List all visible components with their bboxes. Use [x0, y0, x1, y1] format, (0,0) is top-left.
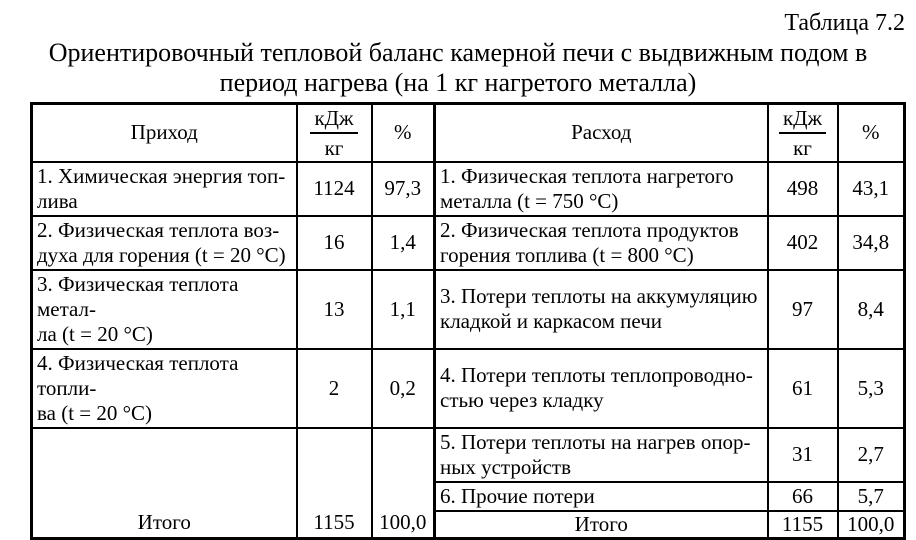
unit-denominator: кг	[793, 135, 812, 160]
income-total-label: Итого	[32, 428, 297, 539]
expense-item-2-kj: 402	[768, 216, 838, 270]
income-item-3-line1: 3. Физическая теплота метал-	[37, 271, 239, 321]
expense-item-5-line2: ных устройств	[440, 454, 572, 479]
expense-item-1-label	[435, 162, 768, 216]
table-header-row	[32, 104, 905, 162]
expense-item-4-label	[435, 349, 768, 428]
income-item-4-line1: 4. Физическая теплота топли-	[37, 350, 239, 400]
expense-item-2-line1: 2. Физическая теплота продуктов	[440, 217, 739, 242]
income-item-3-pct: 1,1	[372, 270, 435, 349]
income-item-3-kj: 13	[297, 270, 372, 349]
expense-item-5-line1: 5. Потери теплоты на нагрев опор-	[440, 429, 751, 454]
income-item-1-kj: 1124	[297, 162, 372, 216]
expense-item-4-line1: 4. Потери теплоты теплопроводно-	[440, 363, 753, 387]
expense-item-6-kj: 66	[768, 482, 838, 511]
expense-item-5-pct: 2,7	[838, 428, 905, 482]
income-item-4-kj: 2	[297, 349, 372, 428]
col-header-kj-per-kg-right	[768, 104, 838, 162]
income-item-1-label	[32, 162, 297, 216]
expense-item-4-pct: 5,3	[838, 349, 905, 428]
expense-item-4-line2: стью через кладку	[440, 388, 604, 412]
expense-item-3-pct: 8,4	[838, 270, 905, 349]
expense-item-1-pct: 43,1	[838, 162, 905, 216]
expense-item-1-line1: 1. Физическая теплота нагретого	[440, 163, 734, 188]
expense-item-5-kj: 31	[768, 428, 838, 482]
expense-item-6-pct: 5,7	[838, 482, 905, 511]
unit-numerator: кДж	[779, 106, 826, 134]
income-item-1-line1: 1. Химическая энергия топ-	[37, 163, 286, 188]
col-header-percent-right: %	[838, 104, 905, 162]
col-header-expense: Расход	[435, 104, 768, 162]
income-item-4-label	[32, 349, 297, 428]
table-caption	[0, 38, 916, 98]
expense-item-3-line1: 3. Потери теплоты на аккумуляцию	[440, 284, 758, 308]
expense-total-kj: 1155	[768, 511, 838, 539]
income-item-3-line2: ла (t = 20 °C)	[37, 321, 153, 346]
income-item-2-line1: 2. Физическая теплота воз-	[37, 217, 280, 242]
income-item-1-pct: 97,3	[372, 162, 435, 216]
unit-denominator: кг	[324, 135, 344, 160]
expense-item-1-line2: металла (t = 750 °C)	[440, 188, 619, 213]
income-total-kj: 1155	[297, 428, 372, 539]
kj-per-kg-fraction	[310, 106, 357, 160]
col-header-kj-per-kg-left	[297, 104, 372, 162]
income-item-2-kj: 16	[297, 216, 372, 270]
expense-item-3-label	[435, 270, 768, 349]
expense-item-2-label	[435, 216, 768, 270]
income-total-pct: 100,0	[372, 428, 435, 539]
income-item-4-line2: ва (t = 20 °C)	[37, 400, 153, 425]
table-row-1	[32, 162, 905, 216]
income-item-2-pct: 1,4	[372, 216, 435, 270]
expense-item-3-line2: кладкой и каркасом печи	[440, 309, 663, 333]
expense-item-6-label	[435, 482, 768, 511]
table-caption-line2: период нагрева (на 1 кг нагретого металла)	[219, 68, 697, 97]
table-number-label: Таблица 7.2	[784, 10, 905, 36]
expense-item-4-kj: 61	[768, 349, 838, 428]
income-item-1-line2: лива	[37, 188, 78, 213]
expense-item-3-kj: 97	[768, 270, 838, 349]
expense-item-5-label	[435, 428, 768, 482]
table-row-4	[32, 349, 905, 428]
table-row-5	[32, 428, 905, 482]
table-row-2	[32, 216, 905, 270]
col-header-income: Приход	[32, 104, 297, 162]
expense-item-1-kj: 498	[768, 162, 838, 216]
expense-total-label: Итого	[435, 511, 768, 539]
table-caption-line1: Ориентировочный тепловой баланс камерной печи с выдвижным подом в	[48, 38, 868, 67]
col-header-percent-left: %	[372, 104, 435, 162]
income-item-2-label	[32, 216, 297, 270]
table-row-3	[32, 270, 905, 349]
income-item-2-line2: духа для горения (t = 20 °C)	[37, 242, 286, 267]
income-item-4-pct: 0,2	[372, 349, 435, 428]
expense-item-2-pct: 34,8	[838, 216, 905, 270]
expense-item-2-line2: горения топлива (t = 800 °C)	[440, 242, 694, 267]
expense-total-pct: 100,0	[838, 511, 905, 539]
kj-per-kg-fraction	[779, 106, 826, 160]
heat-balance-table	[30, 102, 906, 540]
expense-item-6-line1: 6. Прочие потери	[440, 483, 595, 508]
income-item-3-label	[32, 270, 297, 349]
unit-numerator: кДж	[310, 106, 357, 134]
